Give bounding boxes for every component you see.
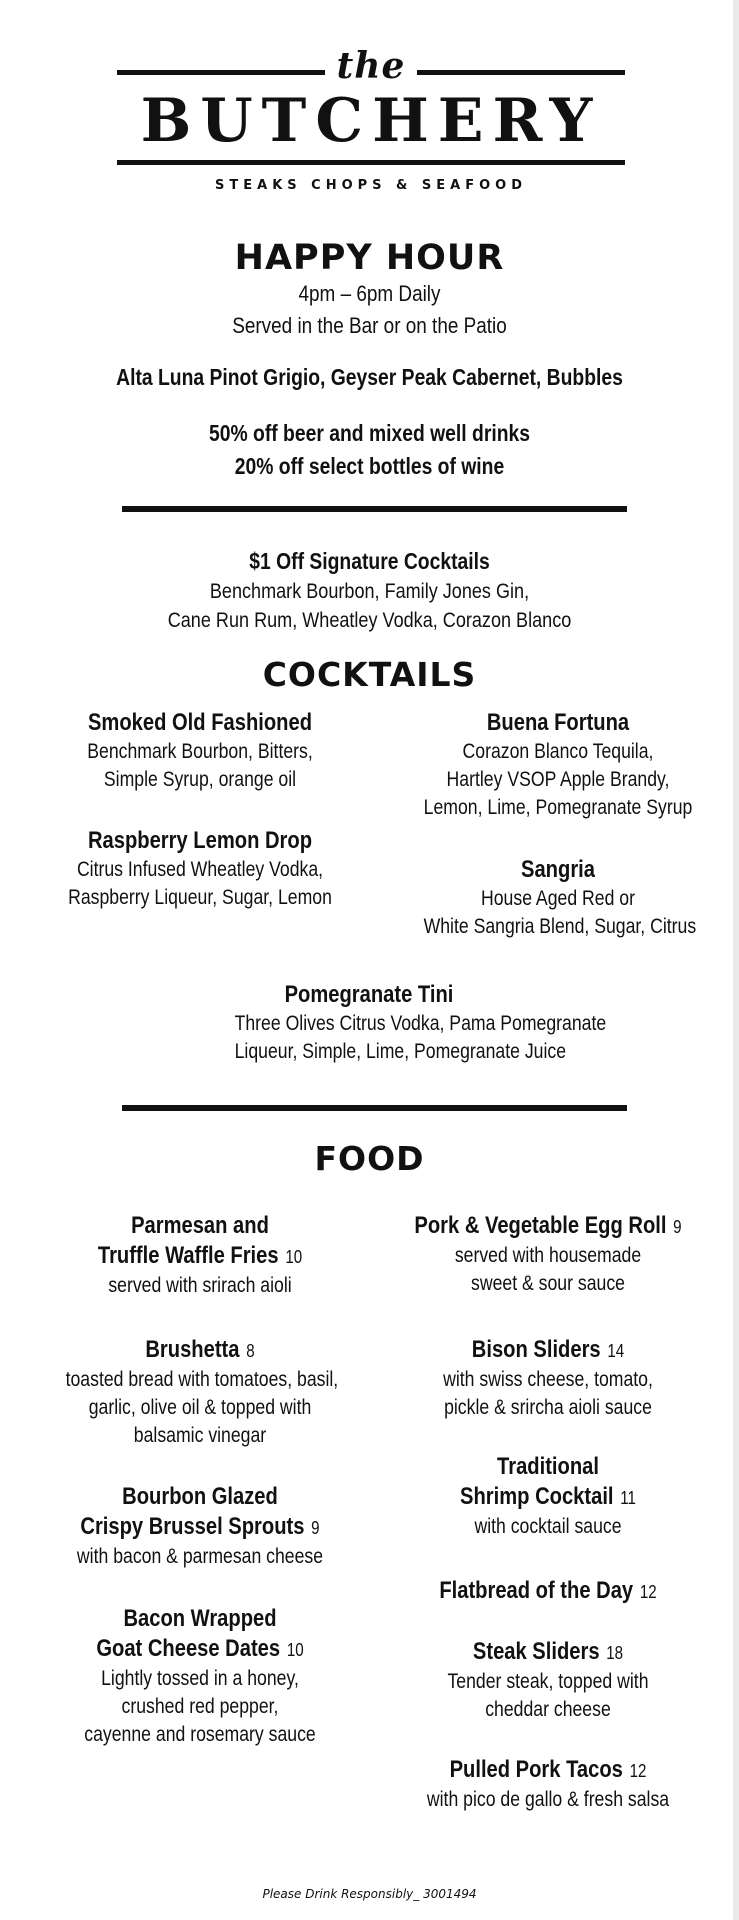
food-desc: cheddar cheese	[485, 1698, 611, 1721]
cocktail-item	[209, 980, 607, 1066]
cocktail-desc: Liqueur, Simple, Lime, Pomegranate Juice	[234, 1040, 567, 1063]
food-price: 18	[606, 1643, 624, 1663]
food-price: 10	[286, 1640, 304, 1660]
food-name-line	[414, 1335, 683, 1366]
food-desc: sweet & sour sauce	[471, 1272, 625, 1295]
cocktail-desc: Simple Syrup, orange oil	[103, 768, 297, 791]
cocktail-desc: Lemon, Lime, Pomegranate Syrup	[423, 796, 693, 819]
food-desc: with pico de gallo & fresh salsa	[426, 1788, 670, 1811]
food-desc: Lightly tossed in a honey,	[101, 1667, 299, 1690]
food-item	[388, 1637, 708, 1724]
food-name-line	[66, 1634, 335, 1665]
food-name-line	[405, 1211, 691, 1242]
cocktail-item	[40, 708, 360, 794]
food-item	[40, 1482, 360, 1571]
food-desc: with swiss cheese, tomato,	[443, 1368, 653, 1391]
food-name: Crispy Brussel Sprouts	[80, 1513, 305, 1540]
food-title: FOOD	[314, 1139, 425, 1178]
cocktail-name: Smoked Old Fashioned	[87, 709, 313, 736]
food-item	[388, 1755, 708, 1814]
cocktail-name: Raspberry Lemon Drop	[87, 827, 313, 854]
food-desc: with bacon & parmesan cheese	[76, 1545, 324, 1568]
logo-rule-bottom	[117, 160, 625, 165]
signature-line-2: Cane Run Rum, Wheatley Vodka, Corazon Blanco	[167, 609, 572, 632]
logo-tagline: STEAKS CHOPS & SEAFOOD	[215, 178, 527, 193]
food-item	[378, 1211, 718, 1298]
food-name-line	[66, 1512, 335, 1543]
logo-the: the	[336, 45, 406, 87]
happy-hour-title: HAPPY HOUR	[234, 238, 505, 278]
paper-edge	[733, 0, 739, 1920]
food-name: Bourbon Glazed	[122, 1483, 278, 1510]
food-item	[388, 1452, 708, 1541]
section-divider	[122, 506, 627, 512]
cocktail-name: Buena Fortuna	[486, 709, 630, 736]
cocktail-name: Sangria	[521, 856, 595, 883]
food-name: Flatbread of the Day	[439, 1577, 634, 1604]
food-name-line	[414, 1637, 683, 1668]
food-desc: crushed red pepper,	[121, 1695, 279, 1718]
food-name-line	[66, 1241, 335, 1272]
food-name-line	[66, 1335, 335, 1366]
happy-hour-deal-1: 50% off beer and mixed well drinks	[208, 420, 531, 446]
cocktail-desc: White Sangria Blend, Sugar, Citrus	[423, 915, 697, 938]
happy-hour-location: Served in the Bar or on the Patio	[232, 313, 507, 338]
signature-line-1: Benchmark Bourbon, Family Jones Gin,	[209, 580, 530, 603]
signature-title: $1 Off Signature Cocktails	[249, 548, 490, 574]
food-price: 14	[607, 1341, 625, 1361]
cocktail-desc: Raspberry Liqueur, Sugar, Lemon	[68, 886, 332, 909]
logo-name: BUTCHERY	[140, 86, 602, 156]
food-name: Steak Sliders	[472, 1638, 600, 1665]
food-price: 9	[311, 1518, 320, 1538]
cocktail-item	[40, 826, 360, 912]
logo-the-row	[113, 46, 629, 86]
food-name: Traditional	[497, 1453, 599, 1480]
happy-hour-wines: Alta Luna Pinot Grigio, Geyser Peak Cabernet, Bubbles	[116, 364, 623, 390]
cocktail-desc: Benchmark Bourbon, Bitters,	[87, 740, 313, 763]
cocktail-item	[398, 855, 718, 941]
food-name-line	[414, 1755, 683, 1786]
food-item	[388, 1335, 708, 1422]
food-desc: garlic, olive oil & topped with	[88, 1396, 312, 1419]
section-divider	[122, 1105, 627, 1111]
happy-hour-time: 4pm – 6pm Daily	[298, 281, 441, 306]
food-desc: pickle & srircha aioli sauce	[444, 1396, 652, 1419]
food-name: Pulled Pork Tacos	[449, 1756, 623, 1783]
food-name: Bison Sliders	[471, 1336, 601, 1363]
food-price: 8	[246, 1341, 255, 1361]
food-name-line	[414, 1576, 683, 1607]
food-price: 10	[285, 1247, 303, 1267]
food-name: Brushetta	[145, 1336, 240, 1363]
cocktail-desc: Citrus Infused Wheatley Vodka,	[76, 858, 324, 881]
cocktail-item	[398, 708, 718, 822]
food-price: 12	[629, 1761, 647, 1781]
food-item	[40, 1604, 360, 1749]
restaurant-logo	[113, 46, 629, 165]
food-price: 11	[620, 1488, 636, 1508]
cocktail-desc: Corazon Blanco Tequila,	[462, 740, 654, 763]
food-item	[40, 1335, 360, 1450]
food-desc: served with housemade	[454, 1244, 642, 1267]
cocktail-desc: Three Olives Citrus Vodka, Pama Pomegranate	[234, 1012, 607, 1035]
food-name: Parmesan and	[131, 1212, 269, 1239]
food-item	[388, 1576, 708, 1607]
happy-hour-deal-2: 20% off select bottles of wine	[234, 453, 505, 479]
cocktail-name: Pomegranate Tini	[284, 981, 454, 1008]
footer-note: Please Drink Responsibly_ 3001494	[262, 1887, 477, 1901]
food-desc: served with srirach aioli	[108, 1274, 292, 1297]
food-name: Goat Cheese Dates	[96, 1635, 281, 1662]
food-price: 12	[639, 1582, 657, 1602]
food-name: Bacon Wrapped	[123, 1605, 277, 1632]
cocktail-desc: House Aged Red or	[481, 887, 635, 910]
food-name: Truffle Waffle Fries	[97, 1242, 279, 1269]
cocktails-title: COCKTAILS	[262, 655, 477, 694]
food-desc: cayenne and rosemary sauce	[84, 1723, 316, 1746]
food-desc: toasted bread with tomatoes, basil,	[65, 1368, 339, 1391]
food-name-line	[414, 1482, 683, 1513]
food-name: Pork & Vegetable Egg Roll	[414, 1212, 667, 1239]
food-name: Shrimp Cocktail	[460, 1483, 614, 1510]
food-desc: Tender steak, topped with	[447, 1670, 649, 1693]
food-price: 9	[673, 1217, 682, 1237]
food-item	[40, 1211, 360, 1300]
food-desc: balsamic vinegar	[133, 1424, 267, 1447]
cocktail-desc: Hartley VSOP Apple Brandy,	[446, 768, 670, 791]
food-desc: with cocktail sauce	[474, 1515, 622, 1538]
